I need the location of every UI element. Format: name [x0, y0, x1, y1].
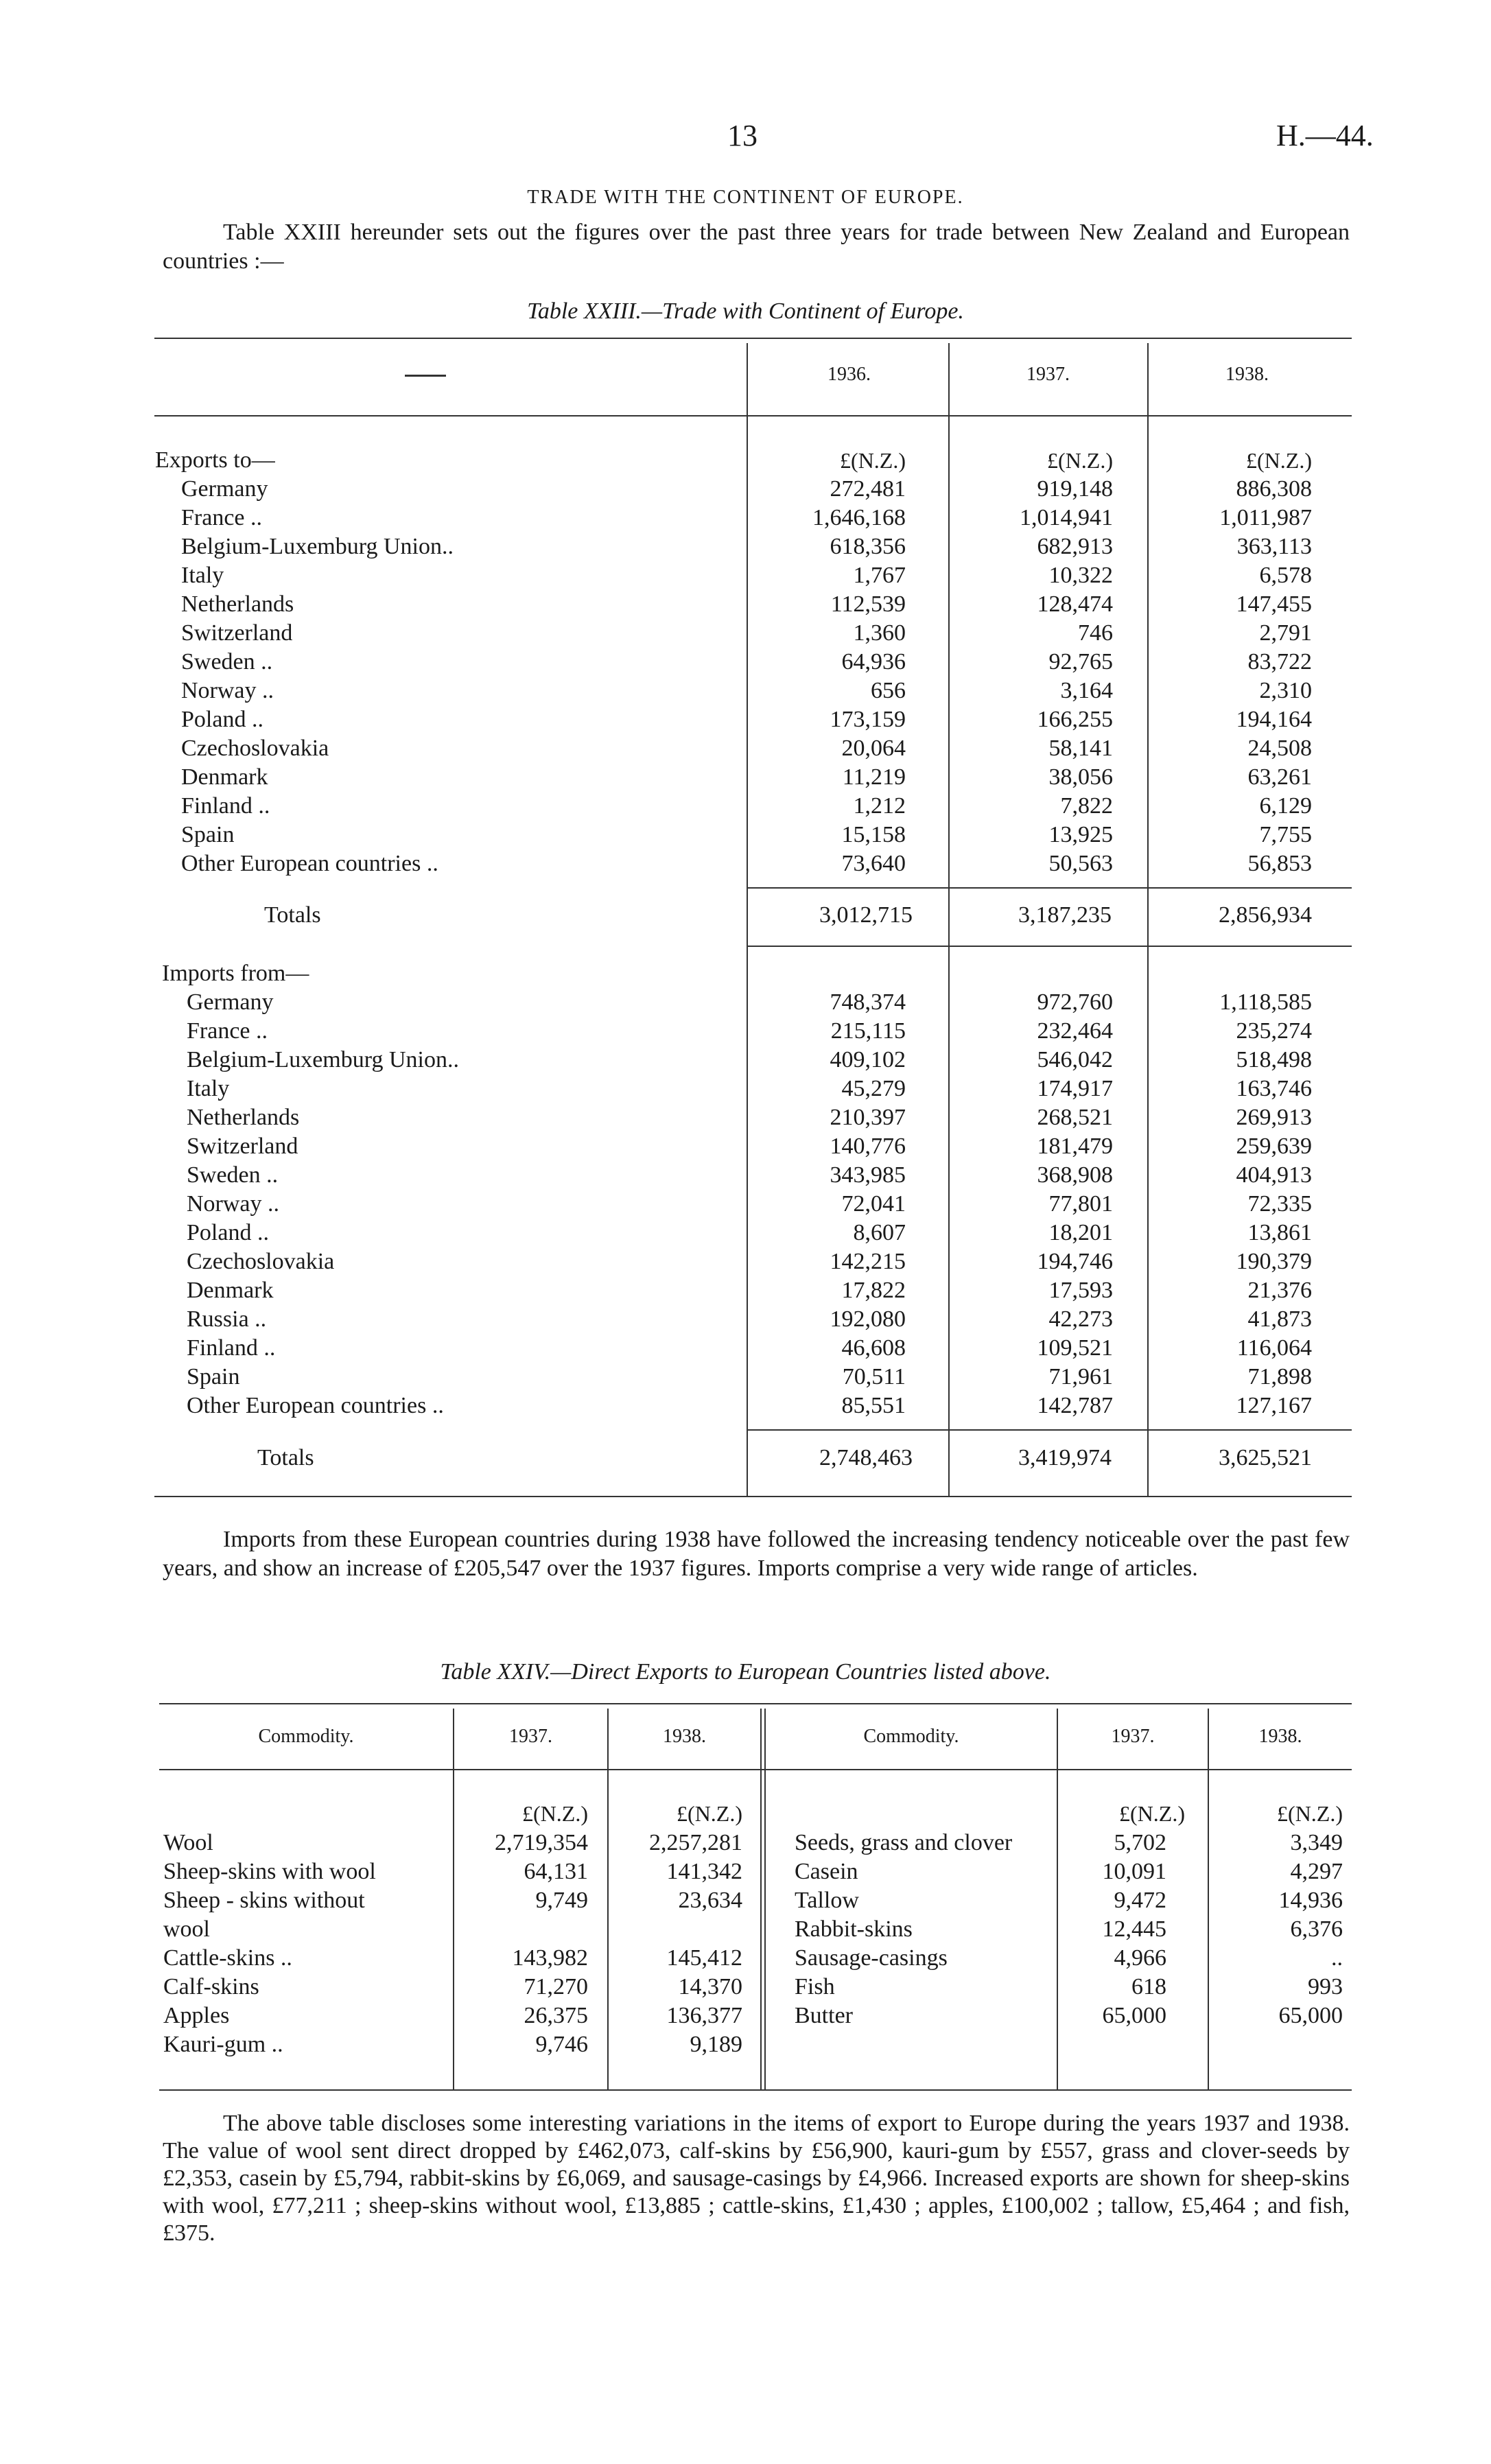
t24-right-value-0: 4,966	[1114, 1945, 1166, 1971]
imports-value-0: 85,551	[841, 1393, 906, 1418]
t24-unit-left-1937: £(N.Z.)	[522, 1801, 588, 1826]
exports-value-0: 1,212	[853, 793, 906, 819]
imports-value-1: 174,917	[1037, 1076, 1113, 1101]
exports-value-2: 56,853	[1247, 851, 1312, 876]
imports-value-2: 190,379	[1236, 1249, 1312, 1274]
imports-row-label: Poland ..	[187, 1220, 269, 1245]
imports-row-leader	[384, 1103, 734, 1132]
imports-value-1: 17,593	[1048, 1278, 1113, 1303]
imports-row-leader	[384, 1017, 734, 1046]
t24-right-commodity-header: Commodity.	[863, 1726, 959, 1747]
unit-1937: £(N.Z.)	[1047, 448, 1113, 473]
stub-dash	[405, 375, 446, 377]
final-paragraph: The above table discloses some interesting variations in the items of export to Europe during the years 1937 and 1938. The value of wool sent direct dropped by £462,073, calf-skins by £56,900, kauri-gum by £557, grass and clover-seeds by £2,353, casein by £5,794, rabbit-skins by £6,069, and sausage-casings by £4,966. Increased exports are shown for sheep-skins with wool, £77,211 ; sheep-skins without wool, £13,885 ; cattle-skins, £1,430 ; apples, £100,002 ; tallow, £5,464 ; and fish, £375.	[163, 2111, 1350, 2246]
exports-value-1: 682,913	[1037, 534, 1113, 559]
imports-row-label: Belgium-Luxemburg Union..	[187, 1047, 459, 1072]
t24-right-value-1: 6,376	[1290, 1916, 1343, 1942]
t24-unit-right-1937: £(N.Z.)	[1119, 1801, 1185, 1826]
exports_totals-value-1: 3,187,235	[1018, 902, 1112, 928]
exports-value-1: 13,925	[1048, 822, 1113, 847]
exports-value-0: 1,360	[853, 620, 906, 646]
exports-value-0: 618,356	[830, 534, 906, 559]
page-number: 13	[727, 119, 758, 152]
exports-value-0: 1,646,168	[812, 505, 906, 530]
imports-row-leader	[384, 1190, 734, 1219]
t24-left-1937-header: 1937.	[509, 1726, 552, 1747]
exports-row-label: Other European countries ..	[181, 851, 438, 876]
exports-row-leader	[384, 475, 734, 504]
exports-row-leader	[384, 821, 734, 849]
exports-value-2: 363,113	[1236, 534, 1312, 559]
exports-row-label: Germany	[181, 476, 268, 502]
t24-right-1938-header: 1938.	[1258, 1726, 1302, 1747]
imports-value-0: 72,041	[841, 1191, 906, 1217]
t24-left-value-1: 9,189	[690, 2032, 742, 2057]
imports-row-leader	[384, 988, 734, 1017]
exports-value-1: 3,164	[1060, 678, 1113, 703]
imports-value-1: 972,760	[1037, 989, 1113, 1015]
t24-left-label: Apples	[163, 2003, 230, 2028]
imports-row-leader	[384, 1363, 734, 1392]
exports-value-2: 6,129	[1259, 793, 1312, 819]
t24-left-label: Sheep - skins without	[163, 1888, 365, 1913]
imports-value-2: 116,064	[1236, 1335, 1312, 1361]
imports_totals-value-0: 2,748,463	[819, 1445, 913, 1470]
exports-value-1: 92,765	[1048, 649, 1113, 674]
exports-value-1: 38,056	[1048, 764, 1113, 790]
exports-value-0: 656	[871, 678, 906, 703]
imports-row-label: France ..	[187, 1018, 268, 1044]
t24-left-value-0: 9,746	[535, 2032, 588, 2057]
imports-row-leader	[384, 1392, 734, 1420]
imports-value-0: 140,776	[830, 1134, 906, 1159]
imports-row-leader	[384, 1276, 734, 1305]
exports-value-1: 128,474	[1037, 591, 1113, 617]
t24-right-label: Rabbit-skins	[795, 1916, 913, 1942]
imports-value-1: 18,201	[1048, 1220, 1113, 1245]
t24-left-value-0: 71,270	[524, 1974, 588, 1999]
unit-1938: £(N.Z.)	[1246, 448, 1312, 473]
exports-value-0: 64,936	[841, 649, 906, 674]
exports_totals-value-0: 3,012,715	[819, 902, 913, 928]
t24-left-1938-header: 1938.	[663, 1726, 706, 1747]
imports-value-2: 72,335	[1247, 1191, 1312, 1217]
exports-row-leader	[384, 677, 734, 705]
imports-row-leader	[384, 1075, 734, 1103]
exports-value-2: 83,722	[1247, 649, 1312, 674]
t24-right-value-1: ..	[1331, 1945, 1343, 1971]
imports-value-1: 268,521	[1037, 1105, 1113, 1130]
t24-left-label: Sheep-skins with wool	[163, 1859, 376, 1884]
t24-left-label-cont: wool	[163, 1916, 210, 1942]
t24-right-label: Sausage-casings	[795, 1945, 948, 1971]
t24-right-label: Casein	[795, 1859, 858, 1884]
imports-row-label: Russia ..	[187, 1306, 267, 1332]
exports-row-label: Czechoslovakia	[181, 736, 329, 761]
exports-value-0: 112,539	[830, 591, 906, 617]
exports-row-leader	[384, 648, 734, 677]
imports_totals-label: Totals	[257, 1445, 314, 1470]
t24-right-value-0: 9,472	[1114, 1888, 1166, 1913]
table24-caption: Table XXIV.—Direct Exports to European Countries listed above.	[440, 1659, 1051, 1685]
t24-left-commodity-header: Commodity.	[258, 1726, 354, 1747]
imports_totals-value-1: 3,419,974	[1018, 1445, 1112, 1470]
exports-value-0: 20,064	[841, 736, 906, 761]
imports-value-2: 235,274	[1236, 1018, 1312, 1044]
exports-value-1: 919,148	[1037, 476, 1113, 502]
t24-right-value-1: 993	[1308, 1974, 1343, 1999]
imports-value-1: 181,479	[1037, 1134, 1113, 1159]
t24-right-value-0: 10,091	[1102, 1859, 1166, 1884]
table23-year-1938: 1938.	[1225, 364, 1269, 385]
imports-value-0: 192,080	[830, 1306, 906, 1332]
imports-row-label: Netherlands	[187, 1105, 300, 1130]
imports-value-0: 215,115	[830, 1018, 906, 1044]
imports-row-label: Italy	[187, 1076, 230, 1101]
exports-value-0: 73,640	[841, 851, 906, 876]
imports-value-1: 142,787	[1037, 1393, 1113, 1418]
exports-value-2: 147,455	[1236, 591, 1312, 617]
t24-right-value-0: 12,445	[1102, 1916, 1166, 1942]
t24-right-value-0: 618	[1131, 1974, 1166, 1999]
exports-value-0: 15,158	[841, 822, 906, 847]
t24-right-value-0: 5,702	[1114, 1830, 1166, 1855]
t24-right-value-0: 65,000	[1102, 2003, 1166, 2028]
imports-value-0: 409,102	[830, 1047, 906, 1072]
exports_totals-value-2: 2,856,934	[1219, 902, 1312, 928]
exports-row-leader	[384, 504, 734, 532]
t24-left-value-1: 23,634	[678, 1888, 742, 1913]
exports-value-2: 24,508	[1247, 736, 1312, 761]
exports-value-1: 7,822	[1060, 793, 1113, 819]
exports-value-2: 2,791	[1259, 620, 1312, 646]
exports-value-2: 1,011,987	[1219, 505, 1312, 530]
imports-value-2: 404,913	[1236, 1162, 1312, 1188]
imports-row-leader	[384, 1219, 734, 1247]
imports-value-1: 546,042	[1037, 1047, 1113, 1072]
t24-right-value-1: 65,000	[1278, 2003, 1343, 2028]
imports-value-0: 748,374	[830, 989, 906, 1015]
imports-value-2: 1,118,585	[1219, 989, 1312, 1015]
imports-row-leader	[384, 1132, 734, 1161]
imports-value-1: 71,961	[1048, 1364, 1113, 1389]
exports-row-label: Netherlands	[181, 591, 294, 617]
imports-value-2: 163,746	[1236, 1076, 1312, 1101]
t24-right-label: Fish	[795, 1974, 835, 1999]
imports-row-leader	[384, 1334, 734, 1363]
exports-row-label: France ..	[181, 505, 263, 530]
exports-row-leader	[384, 532, 734, 561]
exports-row-leader	[384, 561, 734, 590]
exports-row-leader	[384, 763, 734, 792]
imports-row-label: Other European countries ..	[187, 1393, 444, 1418]
t24-left-label: Cattle-skins ..	[163, 1945, 292, 1971]
imports-value-0: 45,279	[841, 1076, 906, 1101]
section-title: TRADE WITH THE CONTINENT OF EUROPE.	[527, 187, 964, 208]
imports-value-1: 77,801	[1048, 1191, 1113, 1217]
imports-heading: Imports from—	[162, 961, 309, 986]
exports-value-1: 58,141	[1048, 736, 1113, 761]
t24-left-value-1: 2,257,281	[649, 1830, 742, 1855]
t24-left-label: Calf-skins	[163, 1974, 259, 1999]
imports-row-leader	[384, 1247, 734, 1276]
exports-row-label: Denmark	[181, 764, 268, 790]
t24-left-value-0: 2,719,354	[495, 1830, 588, 1855]
t24-left-value-0: 64,131	[524, 1859, 588, 1884]
imports-value-0: 210,397	[830, 1105, 906, 1130]
exports-value-1: 1,014,941	[1020, 505, 1113, 530]
t24-right-label: Seeds, grass and clover	[795, 1830, 1013, 1855]
exports_totals-label: Totals	[264, 902, 321, 928]
imports-value-0: 70,511	[842, 1364, 906, 1389]
t24-unit-right-1938: £(N.Z.)	[1277, 1801, 1343, 1826]
document-reference: H.—44.	[1276, 119, 1374, 152]
t24-left-label: Wool	[163, 1830, 213, 1855]
imports_totals-value-2: 3,625,521	[1219, 1445, 1312, 1470]
exports-value-0: 11,219	[842, 764, 906, 790]
t24-right-1937-header: 1937.	[1111, 1726, 1155, 1747]
exports-row-label: Belgium-Luxemburg Union..	[181, 534, 454, 559]
imports-value-0: 17,822	[841, 1278, 906, 1303]
imports-value-0: 343,985	[830, 1162, 906, 1188]
exports-row-leader	[384, 590, 734, 619]
exports-row-label: Finland ..	[181, 793, 270, 819]
exports-value-2: 63,261	[1247, 764, 1312, 790]
imports-value-1: 194,746	[1037, 1249, 1113, 1274]
t24-left-value-0: 143,982	[512, 1945, 588, 1971]
t24-left-value-1: 145,412	[666, 1945, 742, 1971]
imports-value-2: 41,873	[1247, 1306, 1312, 1332]
imports-row-label: Sweden ..	[187, 1162, 279, 1188]
t24-left-value-0: 9,749	[535, 1888, 588, 1913]
imports-value-2: 13,861	[1247, 1220, 1312, 1245]
exports-row-label: Poland ..	[181, 707, 263, 732]
exports-value-1: 746	[1078, 620, 1113, 646]
imports-value-2: 21,376	[1247, 1278, 1312, 1303]
imports-value-2: 259,639	[1236, 1134, 1312, 1159]
exports-row-label: Norway ..	[181, 678, 274, 703]
imports-row-label: Czechoslovakia	[187, 1249, 335, 1274]
imports-value-2: 269,913	[1236, 1105, 1312, 1130]
t24-right-value-1: 3,349	[1290, 1830, 1343, 1855]
imports-value-2: 518,498	[1236, 1047, 1312, 1072]
exports-row-label: Spain	[181, 822, 235, 847]
unit-1936: £(N.Z.)	[840, 448, 906, 473]
t24-right-label: Butter	[795, 2003, 853, 2028]
exports-value-0: 1,767	[853, 563, 906, 588]
imports-row-leader	[384, 1161, 734, 1190]
table23-year-1936: 1936.	[827, 364, 871, 385]
imports-value-2: 127,167	[1236, 1393, 1312, 1418]
imports-value-1: 109,521	[1037, 1335, 1113, 1361]
exports-value-0: 272,481	[830, 476, 906, 502]
exports-value-2: 2,310	[1259, 678, 1312, 703]
exports-value-1: 50,563	[1048, 851, 1113, 876]
imports-row-leader	[384, 1305, 734, 1334]
exports-heading: Exports to—	[155, 447, 275, 473]
exports-row-leader	[384, 734, 734, 763]
exports-row-leader	[384, 849, 734, 878]
imports-row-label: Norway ..	[187, 1191, 280, 1217]
imports-value-0: 46,608	[841, 1335, 906, 1361]
imports-row-label: Finland ..	[187, 1335, 276, 1361]
intro-paragraph: Table XXIII hereunder sets out the figures over the past three years for trade between New Zealand and European countries :—	[163, 220, 1350, 274]
exports-value-0: 173,159	[830, 707, 906, 732]
exports-row-label: Italy	[181, 563, 224, 588]
imports-row-label: Germany	[187, 989, 274, 1015]
exports-value-1: 166,255	[1037, 707, 1113, 732]
t24-left-value-1: 14,370	[678, 1974, 742, 1999]
exports-value-2: 7,755	[1259, 822, 1312, 847]
t24-unit-left-1938: £(N.Z.)	[677, 1801, 742, 1826]
exports-value-2: 886,308	[1236, 476, 1312, 502]
exports-value-2: 194,164	[1236, 707, 1312, 732]
table23-year-1937: 1937.	[1026, 364, 1070, 385]
t24-left-label: Kauri-gum ..	[163, 2032, 283, 2057]
imports-row-leader	[384, 1046, 734, 1075]
imports-value-0: 8,607	[853, 1220, 906, 1245]
mid-paragraph: Imports from these European countries during 1938 have followed the increasing tendency noticeable over the past few years, and show an increase of £205,547 over the 1937 figures. Imports comprise a very wide range of articles.	[163, 1527, 1350, 1581]
t24-right-value-1: 4,297	[1290, 1859, 1343, 1884]
imports-value-0: 142,215	[830, 1249, 906, 1274]
imports-value-1: 42,273	[1048, 1306, 1113, 1332]
exports-row-label: Sweden ..	[181, 649, 273, 674]
exports-value-1: 10,322	[1048, 563, 1113, 588]
imports-row-label: Spain	[187, 1364, 240, 1389]
t24-right-label: Tallow	[795, 1888, 859, 1913]
exports-row-leader	[384, 705, 734, 734]
imports-row-label: Denmark	[187, 1278, 274, 1303]
imports-value-1: 232,464	[1037, 1018, 1113, 1044]
exports-row-leader	[384, 619, 734, 648]
t24-left-value-0: 26,375	[524, 2003, 588, 2028]
imports-value-1: 368,908	[1037, 1162, 1113, 1188]
t24-left-value-1: 141,342	[666, 1859, 742, 1884]
imports-row-label: Switzerland	[187, 1134, 298, 1159]
table23-caption: Table XXIII.—Trade with Continent of Europe.	[527, 298, 964, 324]
t24-right-value-1: 14,936	[1278, 1888, 1343, 1913]
t24-left-value-1: 136,377	[666, 2003, 742, 2028]
exports-row-label: Switzerland	[181, 620, 293, 646]
exports-row-leader	[384, 792, 734, 821]
imports-value-2: 71,898	[1247, 1364, 1312, 1389]
exports-value-2: 6,578	[1259, 563, 1312, 588]
